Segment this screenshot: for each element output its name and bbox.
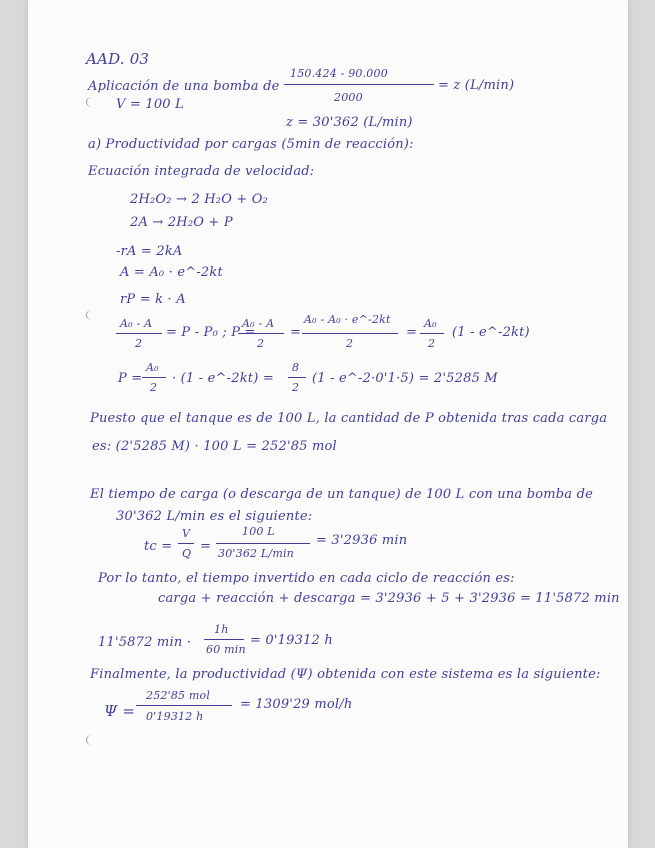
fraction-bar [302,333,398,334]
fraction-bar [238,333,284,334]
fraction-numerator: A₀ - A [120,317,153,330]
text-line: Por lo tanto, el tiempo invertido en cada ciclo de reacción es: [98,571,515,586]
fraction-denominator: 30'362 L/min [218,547,294,560]
equation: tc = [144,539,173,554]
fraction-numerator: A₀ [146,361,159,374]
text-line: Finalmente, la productividad (Ψ) obtenida con este sistema es la siguiente: [90,667,601,682]
fraction-numerator: 8 [292,361,300,374]
text-line: z = 30'362 (L/min) [286,115,413,130]
text-line: V = 100 L [116,97,184,112]
equation: A = A₀ · e^-2kt [120,265,223,280]
punch-hole [86,97,97,107]
fraction-numerator: V [182,527,191,540]
text-line: El tiempo de carga (o descarga de un tanque) de 100 L con una bomba de [90,487,593,502]
equation: 11'5872 min · [98,635,192,650]
equation: = 1309'29 mol/h [240,697,353,712]
equation: Ψ = [104,702,136,720]
fraction-denominator: 2 [428,337,436,350]
fraction-bar [420,333,444,334]
fraction-bar [284,84,434,85]
notebook-page [28,0,628,848]
equation: P = [118,371,143,386]
equation: = P - P₀ ; P = [166,325,256,340]
equation: = 3'2936 min [316,533,408,548]
fraction-denominator: 2 [292,381,300,394]
text-line: = z (L/min) [438,78,515,93]
text-line: es: (2'5285 M) · 100 L = 252'85 mol [92,439,337,454]
page-title: AAD. 03 [86,50,150,68]
fraction-bar [288,377,306,378]
fraction-denominator: 2 [150,381,158,394]
fraction-denominator: 2000 [334,91,363,104]
punch-hole [86,310,97,320]
fraction-denominator: Q [182,547,192,560]
text-line: 30'362 L/min es el siguiente: [116,509,313,524]
fraction-bar [204,639,244,640]
text-line: Ecuación integrada de velocidad: [88,164,315,179]
equation: rP = k · A [120,292,186,307]
fraction-denominator: 2 [346,337,354,350]
section-heading: a) Productividad por cargas (5min de reacción): [88,137,414,152]
equation: 2A → 2H₂O + P [130,215,233,230]
fraction-bar [178,543,194,544]
fraction-bar [142,377,166,378]
equation: · (1 - e^-2kt) = [172,371,274,386]
fraction-numerator: 150.424 - 90.000 [290,67,388,80]
equation: (1 - e^-2·0'1·5) = 2'5285 M [312,371,498,386]
equation: carga + reacción + descarga = 3'2936 + 5 + 3'2936 = 11'5872 min [158,591,620,606]
fraction-numerator: A₀ - A [242,317,275,330]
equation: 2H₂O₂ → 2 H₂O + O₂ [130,192,269,207]
fraction-numerator: 100 L [242,525,275,538]
fraction-bar [136,705,232,706]
fraction-denominator: 2 [257,337,265,350]
fraction-denominator: 60 min [206,643,246,656]
equation: = 0'19312 h [250,633,333,648]
fraction-numerator: A₀ - A₀ · e^-2kt [304,313,391,326]
equation: -rA = 2kA [116,244,183,259]
fraction-numerator: 252'85 mol [146,689,211,702]
punch-hole [86,735,97,745]
text-line: Aplicación de una bomba de [88,79,280,94]
fraction-numerator: 1h [214,623,229,636]
equation: = [200,539,212,554]
fraction-numerator: A₀ [424,317,437,330]
fraction-bar [116,333,162,334]
fraction-denominator: 0'19312 h [146,710,204,723]
text-line: Puesto que el tanque es de 100 L, la cantidad de P obtenida tras cada carga [90,411,608,426]
equation: = [290,325,302,340]
fraction-denominator: 2 [135,337,143,350]
equation: (1 - e^-2kt) [452,325,530,340]
fraction-bar [216,543,310,544]
equation: = [406,325,418,340]
